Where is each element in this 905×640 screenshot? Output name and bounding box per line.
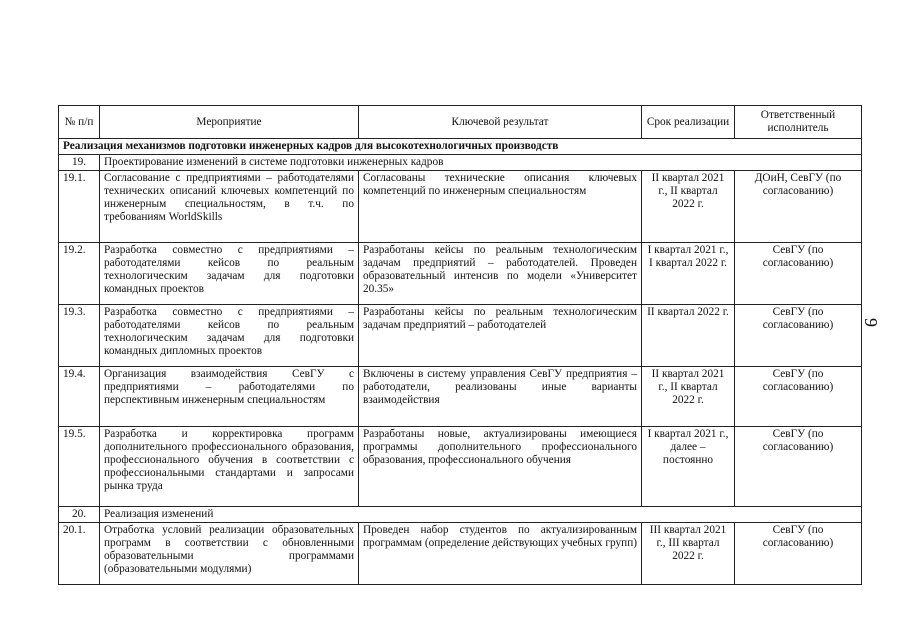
row-num: 19.1. [59,171,100,243]
row-num: 19.2. [59,243,100,305]
row-event: Разработка совместно с предприятиями – работодателями кейсов по реальным технологическим задачам для подготовки командных дипломных проектов [100,305,359,367]
table-row [59,427,862,507]
group-num: 20. [59,507,100,523]
group-title: Проектирование изменений в системе подготовки инженерных кадров [100,155,862,171]
row-event: Согласование с предприятиями – работодателями технических описаний ключевых компетенций по инженерным специальностям, в т.ч. по требованиям WorldSkills [100,171,359,243]
header-term: Срок реализации [642,106,735,139]
header-num: № п/п [59,106,100,139]
row-num: 19.4. [59,367,100,427]
table-row [59,171,862,243]
row-responsible: СевГУ (по согласованию) [735,427,862,507]
group-num: 19. [59,155,100,171]
table-row [59,305,862,367]
row-event: Организация взаимодействия СевГУ с предприятиями – работодателями по перспективным инженерным специальностям [100,367,359,427]
header-result: Ключевой результат [359,106,642,139]
row-term: III квартал 2021 г., III квартал 2022 г. [642,523,735,585]
row-event: Разработка совместно с предприятиями – работодателями кейсов по реальным технологическим задачам для подготовки командных проектов [100,243,359,305]
table-row [59,523,862,585]
row-result: Разработаны кейсы по реальным технологическим задачам предприятий – работодателей. Проведен образовательный интенсив по модели «Университет 20.35» [359,243,642,305]
row-responsible: СевГУ (по согласованию) [735,367,862,427]
header-responsible: Ответственный исполнитель [735,106,862,139]
row-responsible: СевГУ (по согласованию) [735,523,862,585]
row-term: II квартал 2022 г. [642,305,735,367]
row-result: Разработаны кейсы по реальным технологическим задачам предприятий – работодателей [359,305,642,367]
row-num: 19.5. [59,427,100,507]
row-responsible: ДОиН, СевГУ (по согласованию) [735,171,862,243]
header-row [59,106,862,139]
row-term: I квартал 2021 г., I квартал 2022 г. [642,243,735,305]
row-result: Включены в систему управления СевГУ предприятия – работодатели, реализованы иные варианты взаимодействия [359,367,642,427]
row-event: Отработка условий реализации образовательных программ в соответствии с обновленными образовательными программами (образовательными модулями) [100,523,359,585]
row-responsible: СевГУ (по согласованию) [735,243,862,305]
table-row [59,367,862,427]
group-title: Реализация изменений [100,507,862,523]
section-title: Реализация механизмов подготовки инженерных кадров для высокотехнологичных производств [59,139,862,155]
group-row-19 [59,155,862,171]
row-term: II квартал 2021 г., II квартал 2022 г. [642,367,735,427]
table-row [59,243,862,305]
row-event: Разработка и корректировка программ дополнительного профессионального образования, профессионального обучения в соответствии с профессиональными стандартами и запросами рынка труда [100,427,359,507]
row-result: Проведен набор студентов по актуализированным программам (определение действующих учебных групп) [359,523,642,585]
group-row-20 [59,507,862,523]
row-result: Разработаны новые, актуализированы имеющиеся программы дополнительного профессионального образования, профессионального обучения [359,427,642,507]
row-result: Согласованы технические описания ключевых компетенций по инженерным специальностям [359,171,642,243]
section-row [59,139,862,155]
plan-table [58,105,862,585]
row-term: I квартал 2021 г., далее – постоянно [642,427,735,507]
row-num: 20.1. [59,523,100,585]
row-term: II квартал 2021 г., II квартал 2022 г. [642,171,735,243]
header-event: Мероприятие [100,106,359,139]
row-responsible: СевГУ (по согласованию) [735,305,862,367]
page-number: 9 [861,318,881,327]
row-num: 19.3. [59,305,100,367]
